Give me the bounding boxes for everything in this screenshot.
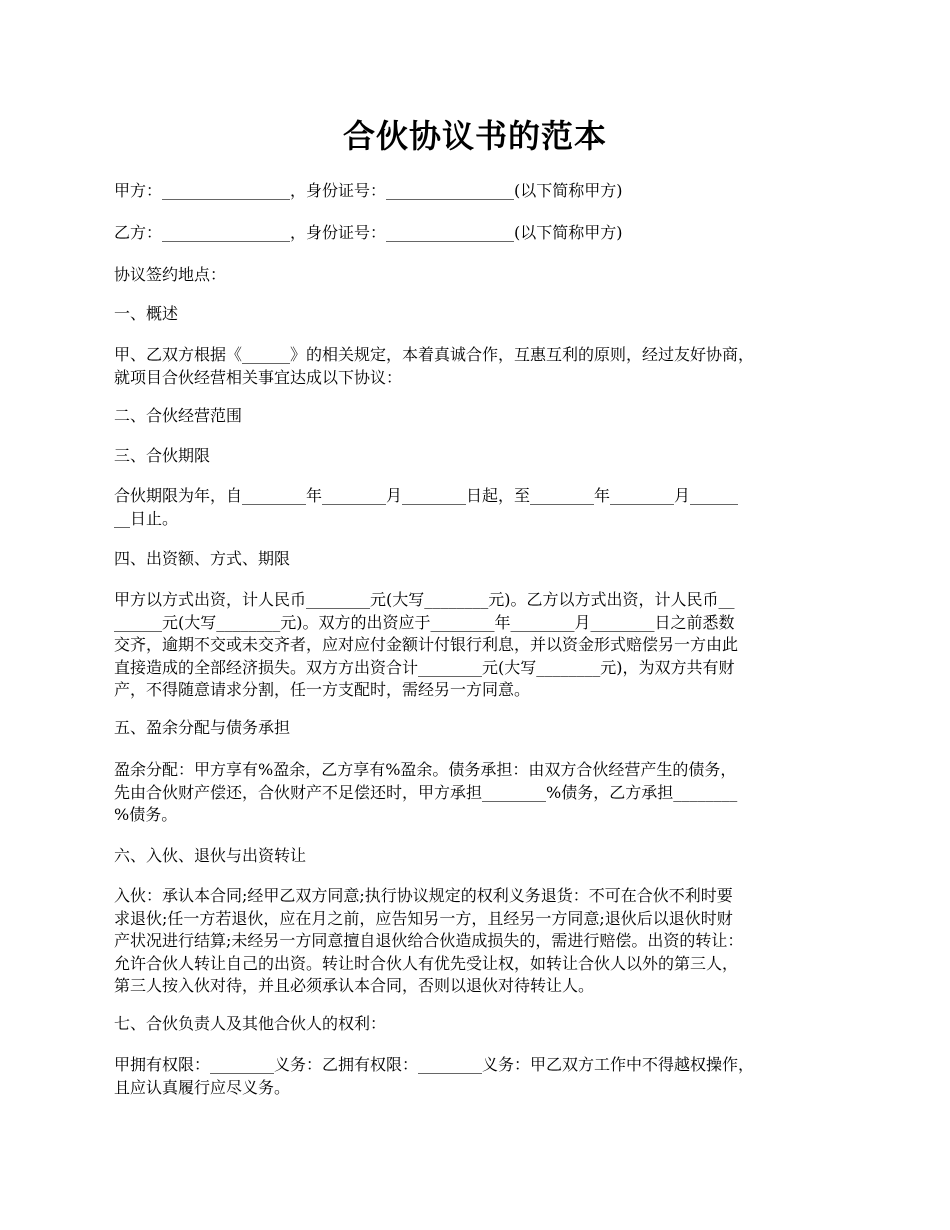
party-a-line <box>114 180 854 203</box>
text-line: 且应认真履行应尽义务。 <box>114 1077 291 1097</box>
text-line: 求退伙;任一方若退伙，应在月之前，应告知另一方，且经另一方同意;退伙后以退伙时财 <box>114 908 733 928</box>
text-line: 乙方：________________，身份证号：________________(以下简称甲方) <box>114 223 623 242</box>
text-line: 合伙期限为年，自________年________月________日起，至________年________月______ <box>114 486 739 505</box>
text-line: %债务。 <box>114 805 178 824</box>
section-heading-admission <box>114 845 854 868</box>
text-line: 第三人按入伙对待，并且必须承认本合同，否则以退伙对待转让人。 <box>114 976 595 995</box>
rights-paragraph <box>114 1054 854 1099</box>
text-line: 交齐，逾期不交或未交齐者，应对应付金额计付银行利息，并以资金形式赔偿另一方由此 <box>114 635 739 654</box>
text-line: 盈余分配：甲方享有%盈余，乙方享有%盈余。债务承担：由双方合伙经营产生的债务， <box>114 760 737 779</box>
term-paragraph <box>114 485 854 530</box>
admission-paragraph <box>114 885 854 998</box>
text-line: 三、合伙期限 <box>114 446 211 465</box>
text-line: 允许合伙人转让自己的出资。转让时合伙人有优先受让权，如转让合伙人以外的第三人， <box>114 953 739 973</box>
section-heading-term <box>114 445 854 468</box>
party-b-line <box>114 222 854 245</box>
contribution-paragraph <box>114 589 854 702</box>
text-line: 甲方：________________，身份证号：________________(以下简称甲方) <box>114 181 623 200</box>
overview-paragraph <box>114 344 854 389</box>
text-line: 六、入伙、退伙与出资转让 <box>114 846 307 865</box>
text-line: 先由合伙财产偿还，合伙财产不足偿还时，甲方承担________%债务，乙方承担________ <box>114 782 738 802</box>
section-heading-contribution <box>114 548 854 571</box>
text-line: 甲拥有权限：________义务：乙拥有权限：________义务：甲乙双方工作中不得越权操作， <box>114 1055 755 1074</box>
text-line: 甲、乙双方根据《______》的相关规定，本着真诚合作，互惠互利的原则，经过友好协商， <box>114 345 755 364</box>
text-line: 直接造成的全部经济损失。双方方出资合计________元(大写________元)，为双方共有财 <box>114 657 735 677</box>
text-line: 就项目合伙经营相关事宜达成以下协议： <box>114 367 403 387</box>
section-heading-overview <box>114 303 854 326</box>
profit-paragraph <box>114 759 854 827</box>
text-line: ______元(大写________元)。双方的出资应于________年________月________日之前悉数 <box>114 612 735 632</box>
text-line: 二、合伙经营范围 <box>114 406 243 425</box>
text-line: 四、出资额、方式、期限 <box>114 549 291 568</box>
text-line: 协议签约地点： <box>114 265 227 284</box>
text-line: __日止。 <box>114 508 179 528</box>
section-heading-rights <box>114 1013 854 1036</box>
document-title: 合伙协议书的范本 <box>342 117 607 155</box>
section-heading-profit <box>114 717 854 740</box>
text-line: 一、概述 <box>114 304 179 323</box>
text-line: 五、盈余分配与债务承担 <box>114 718 291 737</box>
text-line: 七、合伙负责人及其他合伙人的权利： <box>114 1014 387 1033</box>
text-line: 入伙：承认本合同;经甲乙双方同意;执行协议规定的权利义务退货：不可在合伙不利时要 <box>114 886 733 905</box>
text-line: 产，不得随意请求分割，任一方支配时，需经另一方同意。 <box>114 680 531 699</box>
text-line: 产状况进行结算;未经另一方同意擅自退伙给合伙造成损失的，需进行赔偿。出资的转让： <box>114 931 744 950</box>
signing-place-line <box>114 264 854 287</box>
section-heading-scope <box>114 405 854 428</box>
text-line: 甲方以方式出资，计人民币________元(大写________元)。乙方以方式出资，计人民币__ <box>114 590 735 609</box>
